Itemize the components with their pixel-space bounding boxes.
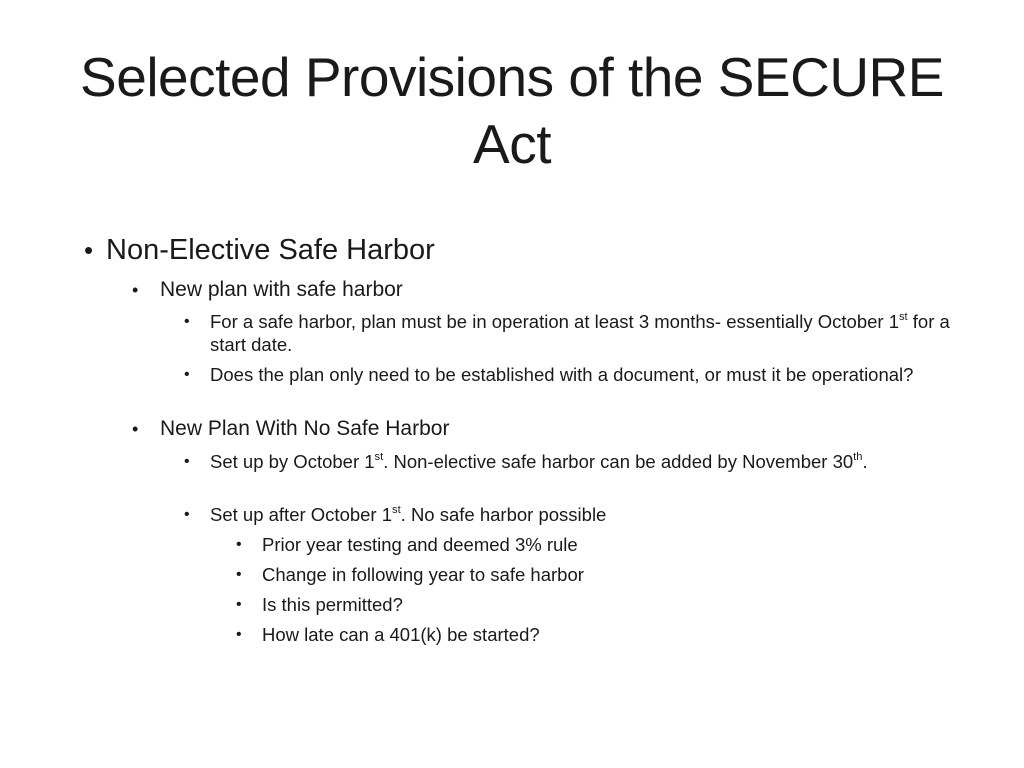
bullet-icon: • [236, 626, 242, 643]
bullet-icon: • [184, 453, 190, 470]
bullet-item-prior-year-testing [234, 533, 954, 557]
bullet-item-set-up-by-october [182, 450, 962, 473]
bullet-text: Prior year testing and deemed 3% rule [262, 534, 578, 555]
bullet-text: New Plan With No Safe Harbor [160, 417, 450, 440]
bullet-item-non-elective-safe-harbor [84, 232, 964, 268]
bullet-item-new-plan-no-safe-harbor [130, 416, 964, 442]
bullet-text: Is this permitted? [262, 594, 403, 615]
bullet-item-new-plan-with-safe-harbor [130, 277, 964, 303]
bullet-icon: • [184, 313, 190, 330]
bullet-text: Set up after October 1st. No safe harbor possible [210, 503, 607, 525]
bullet-text: Set up by October 1st. Non-elective safe harbor can be added by November 30th. [210, 450, 868, 472]
bullet-item-change-following-year [234, 563, 954, 587]
bullet-item-how-late-401k [234, 623, 954, 647]
bullet-icon: • [132, 419, 139, 439]
slide-title: Selected Provisions of the SECURE Act [80, 46, 944, 175]
bullet-text: How late can a 401(k) be started? [262, 624, 540, 645]
bullet-item-operation-three-months [182, 310, 952, 356]
bullet-text: Does the plan only need to be established with a document, or must it be operational? [210, 364, 914, 385]
bullet-icon: • [132, 280, 139, 300]
bullet-icon: • [236, 566, 242, 583]
bullet-item-set-up-after-october [182, 503, 962, 526]
bullet-icon: • [236, 536, 242, 553]
bullet-icon: • [184, 366, 190, 383]
bullet-text: Non-Elective Safe Harbor [106, 234, 435, 266]
bullet-item-established-or-operational [182, 363, 952, 386]
bullet-text: Change in following year to safe harbor [262, 564, 584, 585]
bullet-icon: • [84, 235, 94, 265]
bullet-item-is-this-permitted [234, 593, 954, 617]
bullet-text: New plan with safe harbor [160, 278, 403, 301]
bullet-text: For a safe harbor, plan must be in operation at least 3 months- essentially October 1st for a start date. [210, 310, 950, 355]
bullet-icon: • [236, 596, 242, 613]
bullet-icon: • [184, 506, 190, 523]
